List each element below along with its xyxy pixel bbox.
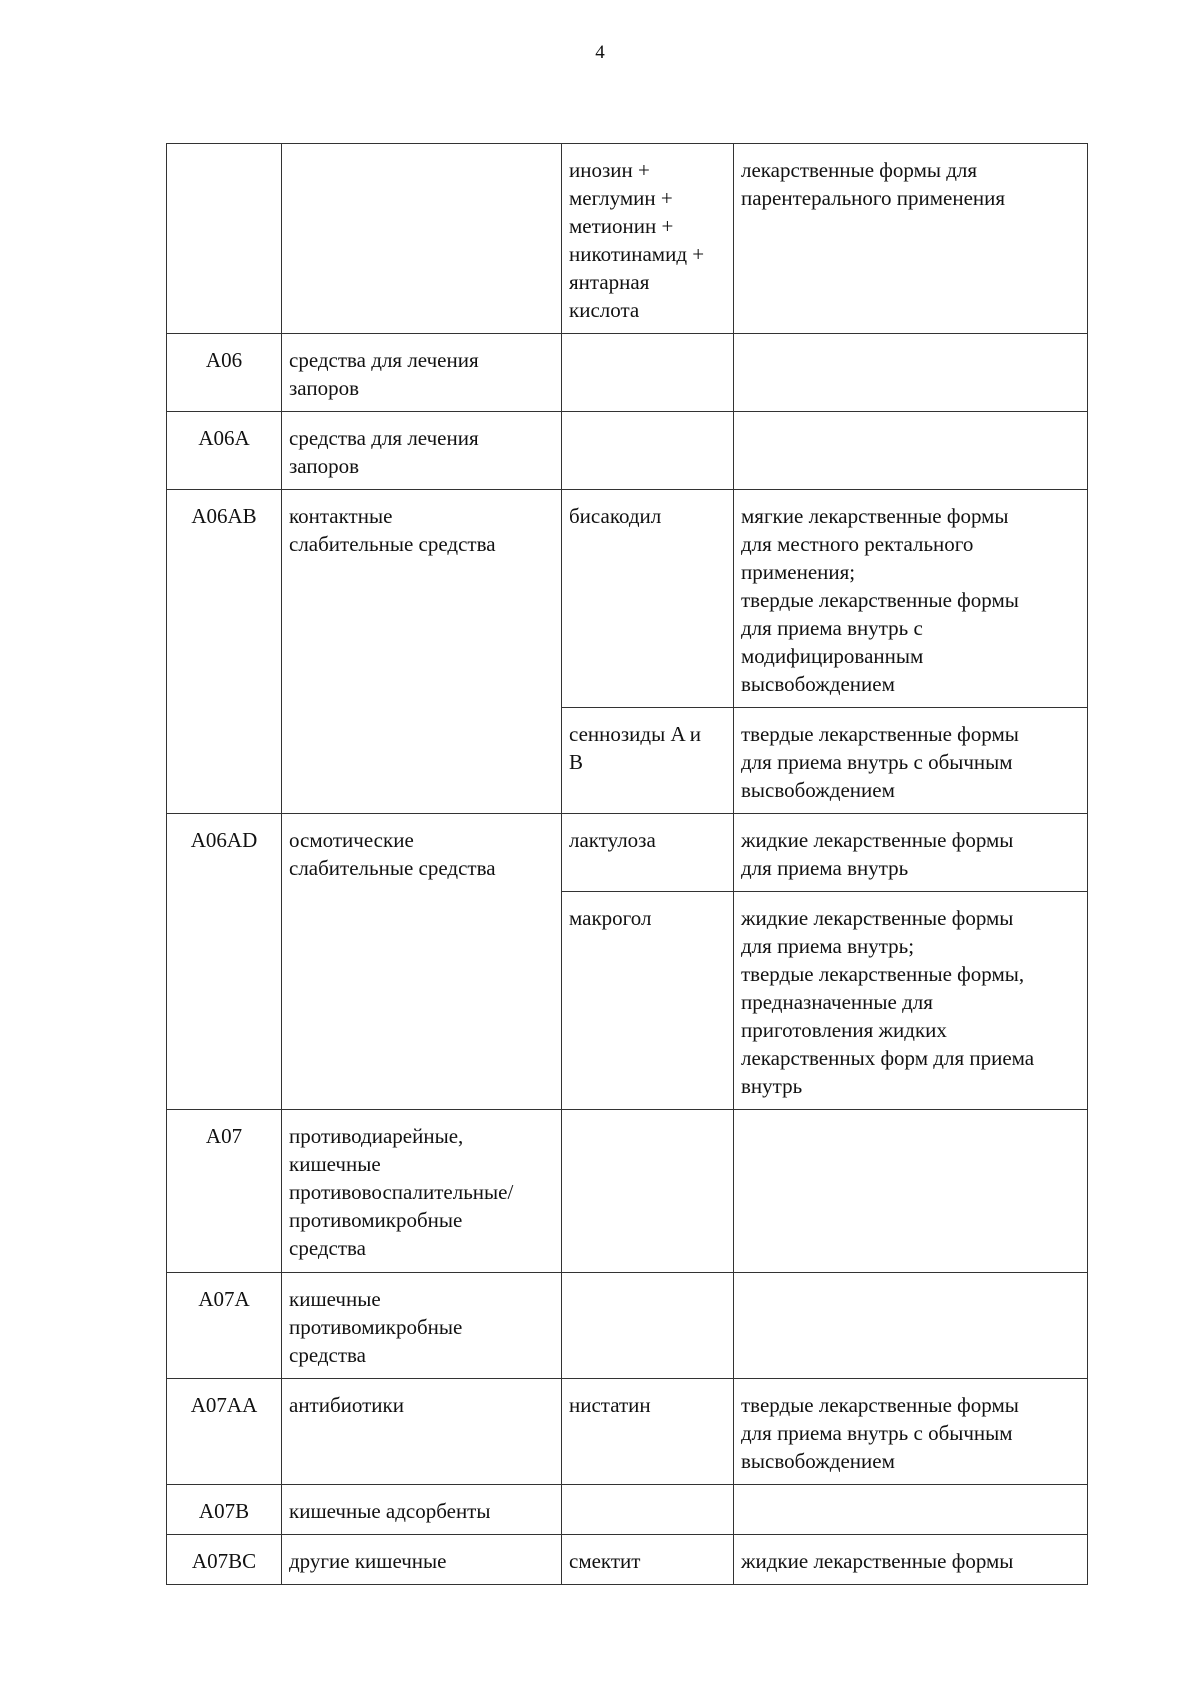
table-row bbox=[167, 412, 1088, 490]
page-number: 4 bbox=[595, 42, 605, 63]
group-name-cell: кишечные противомикробные средства bbox=[282, 1273, 562, 1379]
group-name-cell: средства для лечения запоров bbox=[282, 334, 562, 412]
drug-name-cell bbox=[562, 412, 734, 490]
atc-code-cell: A07B bbox=[167, 1485, 282, 1535]
table-row bbox=[167, 490, 1088, 708]
dosage-form-cell: твердые лекарственные формы для приема внутрь с обычным высвобождением bbox=[734, 1379, 1088, 1485]
table-row bbox=[167, 814, 1088, 892]
drug-name-cell: инозин + меглумин + метионин + никотинамид + янтарная кислота bbox=[562, 144, 734, 334]
table-row bbox=[167, 334, 1088, 412]
dosage-form-cell bbox=[734, 1273, 1088, 1379]
atc-code-cell: A06AB bbox=[167, 490, 282, 814]
table-row bbox=[167, 1273, 1088, 1379]
atc-code-cell: A06 bbox=[167, 334, 282, 412]
atc-code-cell: A06AD bbox=[167, 814, 282, 1110]
group-name-cell: противодиарейные, кишечные противовоспалительные/ противомикробные средства bbox=[282, 1110, 562, 1273]
dosage-form-cell: твердые лекарственные формы для приема внутрь с обычным высвобождением bbox=[734, 708, 1088, 814]
drug-name-cell bbox=[562, 334, 734, 412]
table-row bbox=[167, 1110, 1088, 1273]
table-row bbox=[167, 1485, 1088, 1535]
dosage-form-cell: жидкие лекарственные формы для приема внутрь bbox=[734, 814, 1088, 892]
table-row bbox=[167, 1379, 1088, 1485]
dosage-form-cell bbox=[734, 412, 1088, 490]
dosage-form-cell: мягкие лекарственные формы для местного ректального применения; твердые лекарственные формы для приема внутрь с модифицированным высвобождением bbox=[734, 490, 1088, 708]
group-name-cell bbox=[282, 144, 562, 334]
atc-code-cell: A07A bbox=[167, 1273, 282, 1379]
dosage-form-cell: лекарственные формы для парентерального применения bbox=[734, 144, 1088, 334]
group-name-cell: средства для лечения запоров bbox=[282, 412, 562, 490]
dosage-form-cell: жидкие лекарственные формы bbox=[734, 1535, 1088, 1585]
drug-name-cell: сеннозиды A и B bbox=[562, 708, 734, 814]
atc-code-cell: A07AA bbox=[167, 1379, 282, 1485]
atc-code-cell: A06A bbox=[167, 412, 282, 490]
group-name-cell: другие кишечные bbox=[282, 1535, 562, 1585]
drug-name-cell bbox=[562, 1110, 734, 1273]
drug-name-cell bbox=[562, 1485, 734, 1535]
atc-code-cell: A07BC bbox=[167, 1535, 282, 1585]
dosage-form-cell bbox=[734, 334, 1088, 412]
drug-name-cell: макрогол bbox=[562, 892, 734, 1110]
drug-table bbox=[166, 143, 1088, 1585]
atc-code-cell: A07 bbox=[167, 1110, 282, 1273]
drug-name-cell: нистатин bbox=[562, 1379, 734, 1485]
group-name-cell: осмотические слабительные средства bbox=[282, 814, 562, 1110]
drug-name-cell: смектит bbox=[562, 1535, 734, 1585]
table-row bbox=[167, 144, 1088, 334]
atc-code-cell bbox=[167, 144, 282, 334]
dosage-form-cell: жидкие лекарственные формы для приема внутрь; твердые лекарственные формы, предназначенные для приготовления жидких лекарственных форм для приема внутрь bbox=[734, 892, 1088, 1110]
group-name-cell: кишечные адсорбенты bbox=[282, 1485, 562, 1535]
drug-name-cell: лактулоза bbox=[562, 814, 734, 892]
table-row bbox=[167, 1535, 1088, 1585]
drug-name-cell: бисакодил bbox=[562, 490, 734, 708]
group-name-cell: антибиотики bbox=[282, 1379, 562, 1485]
group-name-cell: контактные слабительные средства bbox=[282, 490, 562, 814]
dosage-form-cell bbox=[734, 1485, 1088, 1535]
dosage-form-cell bbox=[734, 1110, 1088, 1273]
drug-name-cell bbox=[562, 1273, 734, 1379]
